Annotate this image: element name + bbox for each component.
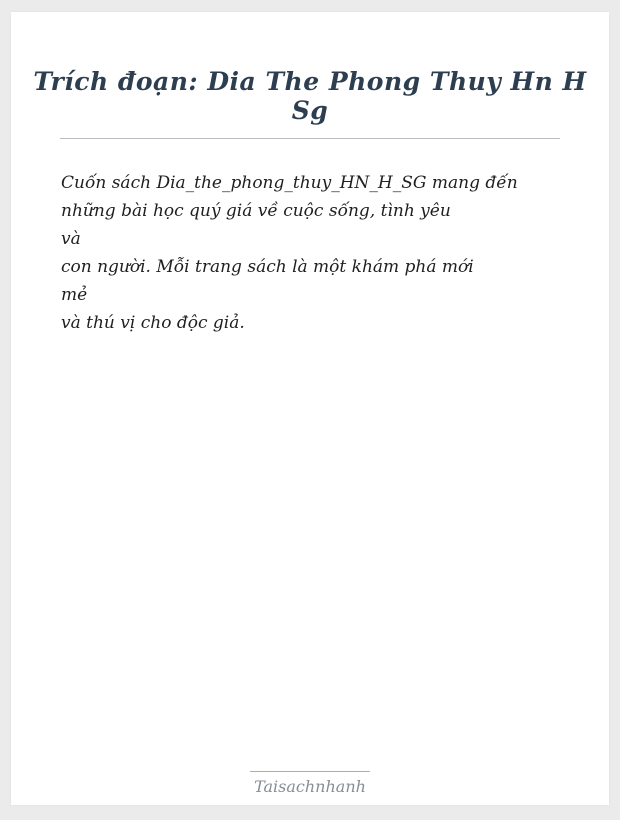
excerpt-line: và thú vị cho độc giả. [61, 313, 245, 333]
footer-brand: Taisachnhanh [254, 777, 366, 796]
excerpt-line: và [61, 229, 81, 249]
excerpt-line: những bài học quý giá về cuộc sống, tình yêu [61, 201, 451, 221]
excerpt-line: con người. Mỗi trang sách là một khám phá mới [61, 257, 474, 277]
excerpt-line: Cuốn sách Dia_the_phong_thuy_HN_H_SG mang đến [61, 173, 518, 193]
page-footer [11, 771, 609, 796]
page-title: Trích đoạn: Dia The Phong Thuy Hn H Sg [33, 67, 587, 125]
document-page [11, 12, 609, 805]
excerpt-paragraph [11, 139, 609, 337]
footer-divider [250, 771, 370, 772]
excerpt-line: mẻ [61, 285, 88, 305]
